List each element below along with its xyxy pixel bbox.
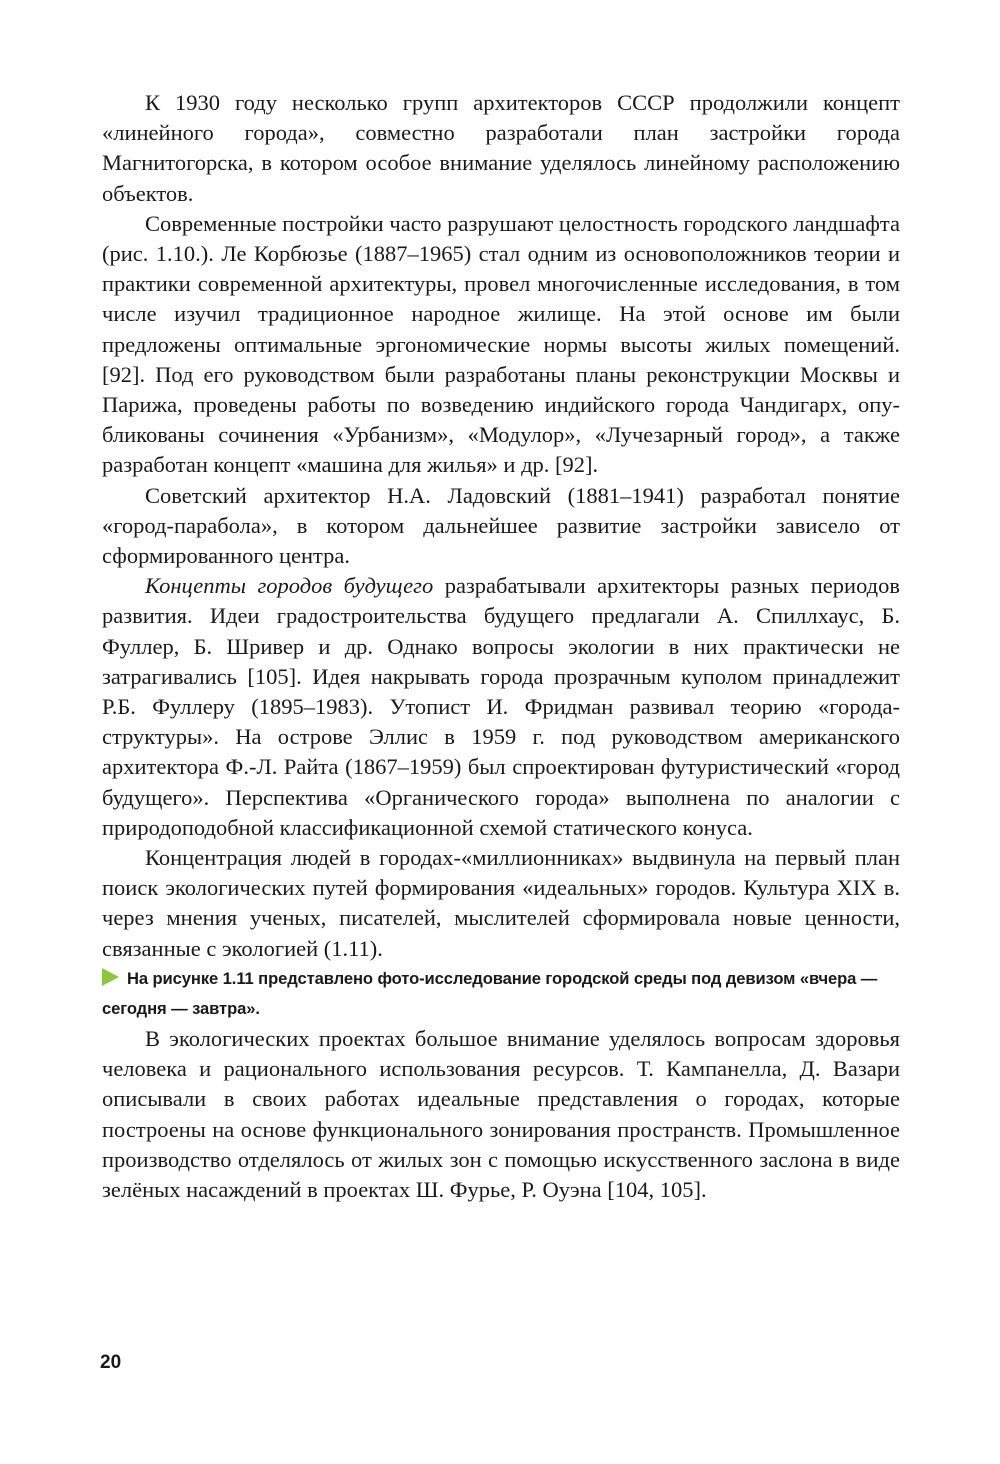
paragraph-le-corbusier: Современные постройки часто разрушают целостность городского ландшафта (рис. 1.10.). Ле Корбюзье (1887–1965) стал одним из основоположников теории и практики современной архитектуры, провел многочисленные исследования, в том числе изучил традиционное народное жилище. На этой основе им были предложены оптимальные эргономические нормы высоты жилых помещений. [92]. Под его руководством были разработаны планы реконструкции Москвы и Парижа, проведены работы по возведению индийского города Чандигарх, опубликованы сочинения «Урбанизм», «Модулор», «Лучезарный город», а также разработан концепт «машина для жилья» и др. [92].	[102, 210, 900, 478]
paragraph-future-cities	[102, 571, 900, 843]
paragraph-ecological-projects: В экологических проектах большое внимание уделялось вопросам здоровья человека и рационального использования ресурсов. Т. Кампанелла, Д. Вазари описывали в своих работах идеальные представления о городах, которые построены на основе функционального зонирования пространств. Промышленное производство отделялось от жилых зон с помощью искусственного заслона в виде зелёных насаждений в проектах Ш. Фурье, Р. Оуэна [104, 105].	[102, 1025, 900, 1202]
green-triangle-arrow-icon	[102, 968, 119, 986]
paragraph-future-cities-text: разрабатывали архитекторы разных периодов развития. Идеи градостроительства будущего предлагали А. Спиллхаус, Б. Фуллер, Б. Шривер и др. Однако вопросы экологии в них практически не затрагивались [105]. Идея накрывать города прозрачным куполом принадлежит Р.Б. Фуллеру (1895–1983). Утопист И. Фридман развивал теорию «города-структуры». На острове Эллис в 1959 г. под руководством американского архитектора Ф.-Л. Райта (1867–1959) был спроектирован футуристический «город будущего». Перспектива «Органического города» выполнена по аналогии с природоподобной классификационной схемой статического конуса.	[102, 573, 900, 840]
figure-note-text: На рисунке 1.11 представлено фото-исследование городской среды под девизом «вчера — сегодня — завтра».	[102, 968, 878, 1018]
figure-note	[102, 964, 900, 1024]
page-number: 20	[100, 1352, 122, 1373]
paragraph-ladovsky: Советский архитектор Н.А. Ладовский (1881–1941) разработал понятие «город-парабола», в котором дальнейшее развитие застройки зависело от сформированного центра.	[102, 482, 900, 569]
paragraph-magnitogorsk: К 1930 году несколько групп архитекторов СССР продолжили концепт «линейного города», совместно разработали план застройки города Магнитогорска, в котором особое внимание уделялось линейному расположению объектов.	[102, 90, 900, 206]
italic-term-future-cities: Концепты городов будущего	[145, 573, 434, 599]
page-body	[102, 88, 900, 1205]
paragraph-million-cities: Концентрация людей в городах-«миллионниках» выдвинула на первый план поиск экологических путей формирования «идеальных» городов. Культура XIX в. через мнения ученых, писателей, мыслителей сформировала новые ценности, связанные с экологией (1.11).	[102, 845, 900, 961]
